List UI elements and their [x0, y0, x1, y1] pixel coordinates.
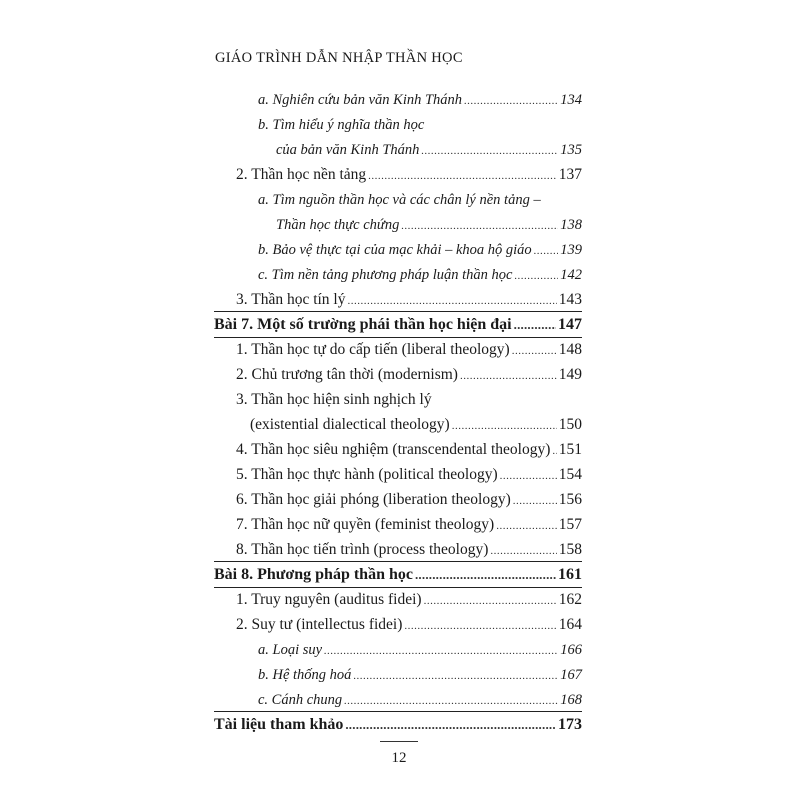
toc-entry-label: Tài liệu tham khảo [214, 716, 344, 733]
toc-entry[interactable] [236, 164, 582, 186]
toc-entry-label: a. Nghiên cứu bản văn Kinh Thánh [258, 92, 463, 108]
leader-dots [534, 240, 559, 262]
toc-entry[interactable] [250, 414, 582, 436]
toc-entry-page: 167 [560, 667, 582, 683]
leader-dots [500, 465, 557, 487]
toc-entry-page: 168 [560, 692, 582, 708]
toc-entry-label: 6. Thần học giải phóng (liberation theology) [236, 491, 511, 508]
toc-entry[interactable] [236, 614, 582, 636]
toc-entry[interactable] [236, 389, 432, 411]
leader-dots [496, 515, 557, 537]
leader-dots [368, 165, 557, 187]
toc-entry-label: 3. Thần học hiện sinh nghịch lý [236, 391, 432, 408]
toc-entry-page: 161 [558, 566, 582, 583]
leader-dots [514, 265, 558, 287]
toc-entry-page: 154 [558, 466, 582, 483]
leader-dots [421, 140, 558, 162]
divider [214, 587, 582, 588]
toc-entry-page: 142 [560, 267, 582, 283]
toc-chapter-entry[interactable] [214, 714, 582, 736]
toc-entry[interactable] [258, 664, 582, 686]
leader-dots [344, 690, 558, 712]
toc-entry-label: c. Tìm nền tảng phương pháp luận thần học [258, 267, 513, 283]
toc-entry-label: 2. Suy tư (intellectus fidei) [236, 616, 403, 633]
toc-entry-page: 166 [560, 642, 582, 658]
toc-entry-page: 157 [558, 516, 582, 533]
toc-entry-label: a. Tìm nguồn thần học và các chân lý nền tảng – [258, 192, 541, 208]
toc-entry-label: b. Tìm hiểu ý nghĩa thần học [258, 117, 425, 133]
toc-entry[interactable] [236, 464, 582, 486]
leader-dots [512, 340, 557, 362]
toc-entry-page: 139 [560, 242, 582, 258]
toc-entry-label: Bài 7. Một số trường phái thần học hiện đại [214, 316, 512, 333]
toc-entry-label: c. Cánh chung [258, 692, 343, 708]
leader-dots [513, 490, 557, 512]
toc-entry-page: 135 [560, 142, 582, 158]
toc-entry[interactable] [236, 364, 582, 386]
toc-entry-label: 7. Thần học nữ quyền (feminist theology) [236, 516, 495, 533]
toc-entry[interactable] [258, 189, 541, 211]
toc-entry[interactable] [276, 214, 582, 236]
leader-dots [490, 540, 556, 562]
leader-dots [552, 440, 556, 462]
running-title: GIÁO TRÌNH DẪN NHẬP THẦN HỌC [215, 50, 463, 66]
divider [214, 337, 582, 338]
leader-dots [353, 665, 558, 687]
toc-entry[interactable] [258, 114, 424, 136]
toc-entry-label: 1. Truy nguyên (auditus fidei) [236, 591, 422, 608]
leader-dots [464, 90, 558, 112]
toc-entry-page: 150 [558, 416, 582, 433]
leader-dots [345, 714, 556, 736]
toc-entry-page: 156 [558, 491, 582, 508]
divider [214, 711, 582, 712]
toc-entry[interactable] [258, 264, 582, 286]
toc-entry-label: (existential dialectical theology) [250, 416, 450, 433]
toc-entry-label: 1. Thần học tự do cấp tiến (liberal theology) [236, 341, 510, 358]
toc-entry[interactable] [236, 289, 582, 311]
toc-entry-page: 143 [558, 291, 582, 308]
toc-entry-page: 138 [560, 217, 582, 233]
toc-entry-label: 4. Thần học siêu nghiệm (transcendental theology) [236, 441, 551, 458]
toc-entry[interactable] [276, 139, 582, 161]
toc-entry-label: 8. Thần học tiến trình (process theology) [236, 541, 489, 558]
toc-entry-page: 151 [558, 441, 582, 458]
toc-entry-label: Bài 8. Phương pháp thần học [214, 566, 413, 583]
toc-entry-label: 3. Thần học tín lý [236, 291, 346, 308]
toc-entry[interactable] [258, 89, 582, 111]
toc-entry-label: b. Bảo vệ thực tại của mạc khải – khoa hộ giáo [258, 242, 532, 258]
toc-entry-page: 149 [558, 366, 582, 383]
toc-entry-label: 5. Thần học thực hành (political theology) [236, 466, 498, 483]
toc-entry[interactable] [236, 489, 582, 511]
toc-entry[interactable] [258, 239, 582, 261]
leader-dots [404, 615, 556, 637]
toc-chapter-entry[interactable] [214, 314, 582, 336]
toc-entry-label: 2. Chủ trương tân thời (modernism) [236, 366, 458, 383]
toc-entry[interactable] [236, 439, 582, 461]
leader-dots [452, 415, 557, 437]
toc-entry[interactable] [258, 639, 582, 661]
leader-dots [460, 365, 557, 387]
leader-dots [324, 640, 558, 662]
leader-dots [348, 290, 557, 312]
footer-rule [380, 741, 418, 742]
toc-entry-label: Thần học thực chứng [276, 217, 400, 233]
toc-entry[interactable] [236, 339, 582, 361]
toc-entry-label: a. Loại suy [258, 642, 323, 658]
toc-entry-page: 164 [558, 616, 582, 633]
toc-entry-page: 134 [560, 92, 582, 108]
leader-dots [415, 564, 556, 586]
toc-entry[interactable] [236, 539, 582, 561]
toc-chapter-entry[interactable] [214, 564, 582, 586]
toc-entry-page: 147 [558, 316, 582, 333]
toc-entry-page: 162 [558, 591, 582, 608]
toc-entry-label: b. Hệ thống hoá [258, 667, 352, 683]
toc-entry-label: của bản văn Kinh Thánh [276, 142, 420, 158]
toc-entry[interactable] [236, 514, 582, 536]
divider [214, 311, 582, 312]
leader-dots [424, 590, 557, 612]
toc-entry-page: 158 [558, 541, 582, 558]
divider [214, 561, 582, 562]
toc-entry-page: 173 [558, 716, 582, 733]
toc-entry-page: 137 [558, 166, 582, 183]
toc-entry-label: 2. Thần học nền tảng [236, 166, 367, 183]
toc-entry[interactable] [258, 689, 582, 711]
toc-entry-page: 148 [558, 341, 582, 358]
leader-dots [514, 314, 556, 336]
page-number: 12 [391, 750, 407, 766]
leader-dots [401, 215, 558, 237]
toc-entry[interactable] [236, 589, 582, 611]
